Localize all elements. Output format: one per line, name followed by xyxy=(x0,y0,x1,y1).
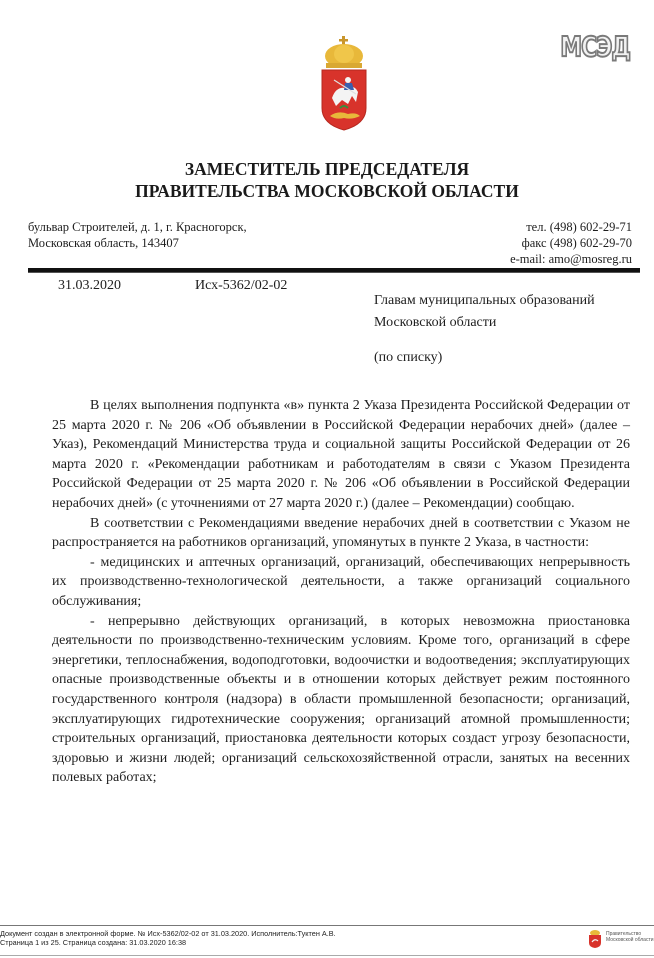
paragraph: В целях выполнения подпункта «в» пункта 2 Указа Президента Российской Федерации от 25 марта 2020 г. № 206 «Об объявлении в Российской Федерации нерабочих дней» (далее – Указ), Рекомендаций Министерства труда и социальной защиты Российской Федерации от 26 марта 2020 г. «Рекомендации работникам и работодателям в связи с Указом Президента Российской Федерации от 25 марта 2020 г. № 206 «Об объявлении в Российской Федерации нерабочих дней» (с уточнениями от 27 марта 2020 г.) (далее – Рекомендации) сообщаю. xyxy=(52,398,630,511)
document-date: 31.03.2020 xyxy=(58,278,121,293)
title-line-1: ЗАМЕСТИТЕЛЬ ПРЕДСЕДАТЕЛЯ xyxy=(184,159,470,179)
footer-divider-bottom xyxy=(0,955,654,956)
fax: факс (498) 602-29-70 xyxy=(521,236,632,250)
org-line-1: Правительство xyxy=(606,931,642,937)
footer-org-name xyxy=(606,931,654,943)
letterhead-title xyxy=(0,158,654,202)
postal-address xyxy=(28,219,247,251)
government-logo-icon xyxy=(588,930,602,948)
org-line-2: Московской области xyxy=(606,937,654,943)
list-item: - непрерывно действующих организаций, в которых невозможна приостановка деятельности по производственно-техническим условиям. Кроме того, организаций в сфере энергетики, теплоснабжения, водоподготовки, водоочистки и водоотведения; эксплуатирующих опасные производственные объекты и в отношении которых действует режим постоянного государственного контроля (надзора) в области промышленной безопасности; организаций, эксплуатирующих гидротехнические сооружения; организаций атомной промышленности; строительных организаций, приостановка деятельности которых создаст угрозу безопасности, здоровью и жизни людей; организаций сельскохозяйственной отрасли, занятых на весенних полевых работах; xyxy=(52,613,630,786)
paragraph: В соответствии с Рекомендациями введение нерабочих дней в соответствии с Указом не распространяется на работников организаций, упомянутых в пункте 2 Указа, в частности: xyxy=(52,515,630,551)
footer-divider-top xyxy=(0,925,654,926)
contact-info xyxy=(510,219,632,267)
coat-of-arms-icon xyxy=(318,36,370,132)
addressee-line-2: Московской области xyxy=(374,315,497,330)
address-line-1: бульвар Строителей, д. 1, г. Красногорск, xyxy=(28,220,247,234)
header-divider xyxy=(28,268,640,273)
addressee-line-1: Главам муниципальных образований xyxy=(374,293,595,308)
email: e-mail: amo@mosreg.ru xyxy=(510,252,632,266)
phone: тел. (498) 602-29-71 xyxy=(526,220,632,234)
footer-line-2: Страница 1 из 25. Страница создана: 31.03.2020 16:38 xyxy=(0,938,187,947)
outgoing-number: Исх-5362/02-02 xyxy=(195,278,288,293)
footer-info xyxy=(0,929,336,947)
addressee xyxy=(374,290,595,334)
addressee-note: (по списку) xyxy=(374,350,443,365)
letter-body xyxy=(52,396,630,788)
address-line-2: Московская область, 143407 xyxy=(28,236,179,250)
list-item: - медицинских и аптечных организаций, организаций, обеспечивающих непрерывность их производственно-технологической деятельности, а также организаций социального обслуживания; xyxy=(52,554,630,609)
msed-logo: МСЭД xyxy=(560,32,630,64)
title-line-2: ПРАВИТЕЛЬСТВА МОСКОВСКОЙ ОБЛАСТИ xyxy=(135,181,519,201)
footer-line-1: Документ создан в электронной форме. № Исх-5362/02-02 от 31.03.2020. Исполнитель:Туктен А.В. xyxy=(0,929,336,938)
